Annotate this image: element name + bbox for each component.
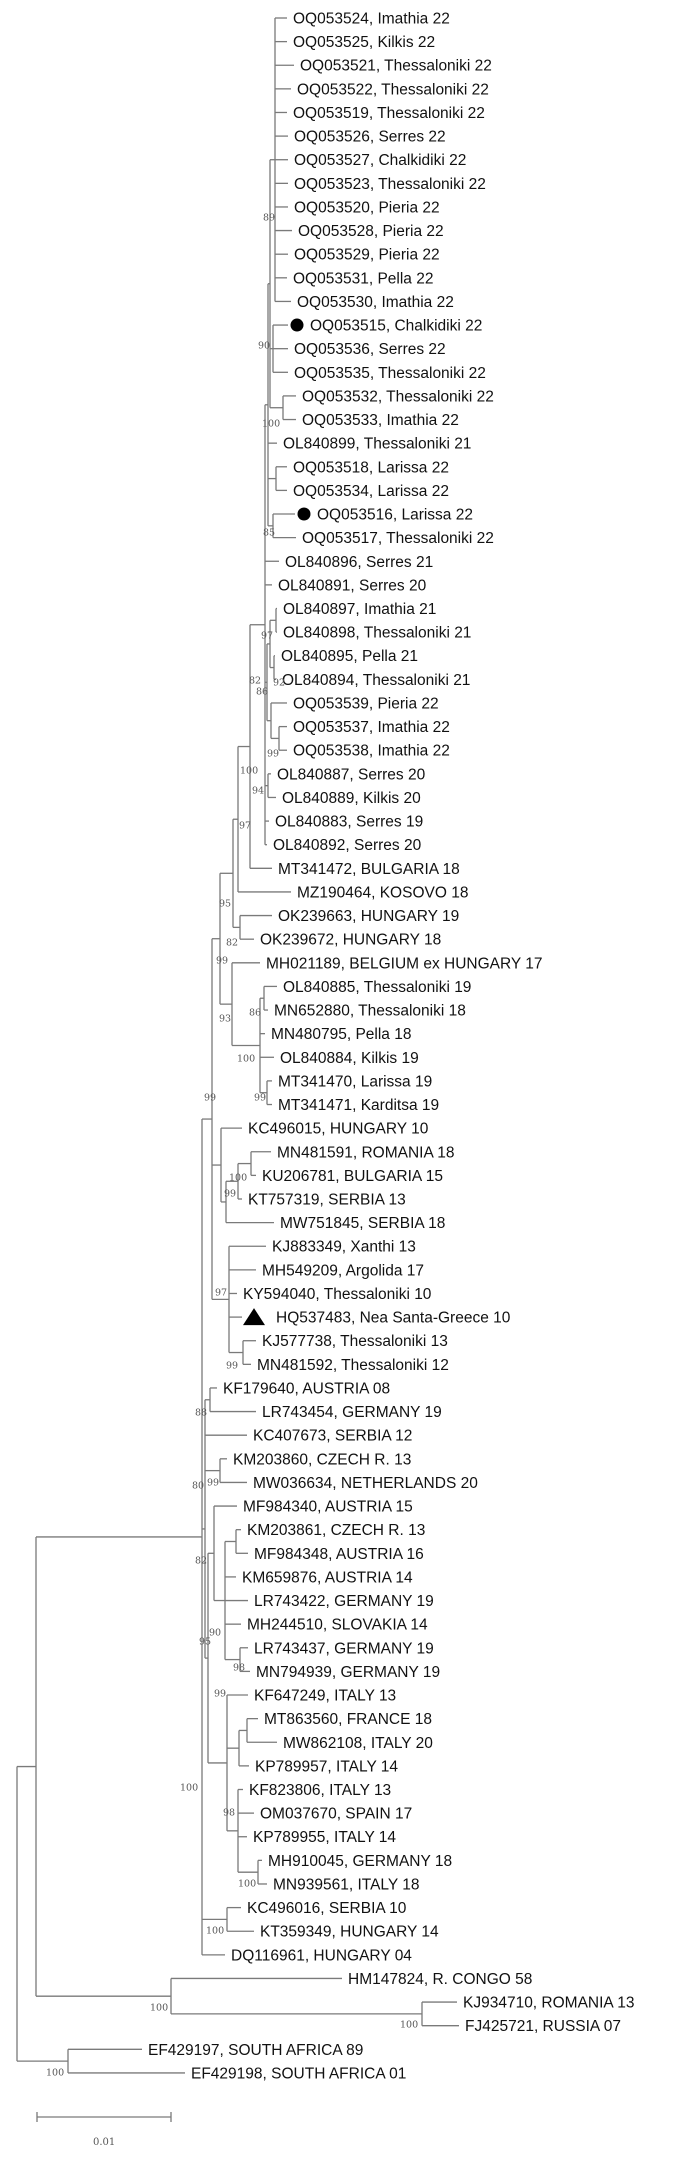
taxon-label: OQ053520, Pieria 22 bbox=[294, 199, 440, 217]
taxon-label: OL840897, Imathia 21 bbox=[283, 601, 437, 618]
taxon-label: OQ053517, Thessaloniki 22 bbox=[302, 530, 494, 548]
taxon-label: MH910045, GERMANY 18 bbox=[268, 1852, 453, 1870]
bootstrap-value: 97 bbox=[239, 820, 252, 832]
taxon-label: KC407673, SERBIA 12 bbox=[253, 1427, 413, 1445]
taxon-label: KC496015, HUNGARY 10 bbox=[248, 1120, 429, 1138]
taxon-label: MF984340, AUSTRIA 15 bbox=[243, 1498, 413, 1516]
bootstrap-value: 99 bbox=[204, 1092, 217, 1104]
filled-triangle-marker-icon bbox=[243, 1308, 265, 1325]
taxon-label: MN480795, Pella 18 bbox=[271, 1026, 412, 1044]
bootstrap-value: 90 bbox=[258, 340, 271, 352]
bootstrap-value: 99 bbox=[216, 955, 229, 967]
taxon-label: KU206781, BULGARIA 15 bbox=[262, 1167, 443, 1185]
taxon-label: MT341470, Larissa 19 bbox=[278, 1073, 433, 1091]
bootstrap-value: 92 bbox=[273, 677, 286, 689]
bootstrap-value: 98 bbox=[233, 1662, 246, 1674]
bootstrap-value: 98 bbox=[223, 1807, 236, 1819]
taxon-label: MH244510, SLOVAKIA 14 bbox=[247, 1616, 428, 1634]
taxon-label: MT863560, FRANCE 18 bbox=[264, 1711, 432, 1729]
bootstrap-value: 100 bbox=[237, 1053, 256, 1065]
taxon-label: OL840889, Kilkis 20 bbox=[282, 789, 421, 807]
taxon-label: OL840896, Serres 21 bbox=[285, 553, 434, 571]
taxon-label: MW751845, SERBIA 18 bbox=[280, 1215, 446, 1233]
taxon-label: OQ053536, Serres 22 bbox=[294, 341, 446, 359]
taxon-label: KY594040, Thessaloniki 10 bbox=[243, 1285, 432, 1303]
taxon-label: EF429197, SOUTH AFRICA 89 bbox=[148, 2041, 364, 2059]
taxon-label: OQ053516, Larissa 22 bbox=[317, 506, 473, 524]
bootstrap-value: 100 bbox=[400, 2019, 419, 2031]
bootstrap-value: 97 bbox=[261, 630, 274, 642]
taxon-label: LR743437, GERMANY 19 bbox=[254, 1640, 434, 1658]
taxon-label: OQ053525, Kilkis 22 bbox=[293, 34, 436, 52]
taxon-label: HM147824, R. CONGO 58 bbox=[348, 1970, 533, 1988]
taxon-label: KF179640, AUSTRIA 08 bbox=[223, 1380, 391, 1398]
taxon-label: KT359349, HUNGARY 14 bbox=[260, 1923, 439, 1941]
bootstrap-value: 99 bbox=[267, 748, 280, 760]
bootstrap-value: 86 bbox=[249, 1007, 262, 1019]
taxon-label: OQ053515, Chalkidiki 22 bbox=[310, 317, 483, 335]
scale-bar-label: 0.01 bbox=[93, 2137, 116, 2148]
taxon-label: OQ053531, Pella 22 bbox=[293, 270, 434, 288]
taxon-label: MT341472, BULGARIA 18 bbox=[278, 860, 460, 878]
taxon-label: OQ053535, Thessaloniki 22 bbox=[294, 364, 486, 382]
bootstrap-value: 82 bbox=[249, 675, 262, 687]
bootstrap-value: 86 bbox=[256, 686, 269, 698]
taxon-label: MN652880, Thessaloniki 18 bbox=[274, 1002, 466, 1020]
taxon-label: KP789955, ITALY 14 bbox=[253, 1829, 397, 1847]
taxon-label: MN481591, ROMANIA 18 bbox=[277, 1144, 455, 1162]
taxon-label: OM037670, SPAIN 17 bbox=[260, 1805, 413, 1823]
bootstrap-value: 80 bbox=[192, 1480, 205, 1492]
taxon-label: OQ053518, Larissa 22 bbox=[293, 459, 449, 477]
bootstrap-value: 97 bbox=[215, 1287, 228, 1299]
taxon-label: KJ934710, ROMANIA 13 bbox=[463, 1994, 635, 2012]
taxon-label: KT757319, SERBIA 13 bbox=[248, 1191, 406, 1209]
bootstrap-value: 93 bbox=[219, 1013, 232, 1025]
taxon-label: OQ053526, Serres 22 bbox=[294, 128, 446, 146]
leaf-labels bbox=[148, 11, 634, 2083]
bootstrap-value: 99 bbox=[254, 1092, 267, 1104]
taxon-label: LR743454, GERMANY 19 bbox=[262, 1404, 442, 1422]
bootstrap-value: 100 bbox=[46, 2067, 65, 2079]
bootstrap-value: 89 bbox=[263, 212, 276, 224]
taxon-label: OK239663, HUNGARY 19 bbox=[278, 908, 460, 926]
bootstrap-value: 99 bbox=[207, 1477, 220, 1489]
taxon-label: MN939561, ITALY 18 bbox=[273, 1876, 420, 1894]
taxon-label: OL840899, Thessaloniki 21 bbox=[283, 435, 472, 453]
bootstrap-value: 95 bbox=[199, 1636, 212, 1648]
bootstrap-value: 88 bbox=[195, 1407, 208, 1419]
bootstrap-value: 100 bbox=[238, 1878, 257, 1890]
taxon-label: MW036634, NETHERLANDS 20 bbox=[253, 1474, 478, 1492]
taxon-label: KJ577738, Thessaloniki 13 bbox=[262, 1333, 448, 1351]
taxon-label: KC496016, SERBIA 10 bbox=[247, 1900, 407, 1918]
taxon-label: OL840884, Kilkis 19 bbox=[280, 1049, 419, 1067]
taxon-label: MN794939, GERMANY 19 bbox=[256, 1663, 441, 1681]
bootstrap-value: 99 bbox=[224, 1188, 237, 1200]
taxon-label: KP789957, ITALY 14 bbox=[255, 1758, 399, 1776]
taxon-label: OQ053528, Pieria 22 bbox=[298, 223, 444, 241]
taxon-label: OQ053519, Thessaloniki 22 bbox=[293, 104, 485, 122]
bootstrap-value: 95 bbox=[219, 898, 232, 910]
taxon-label: LR743422, GERMANY 19 bbox=[254, 1593, 434, 1611]
filled-circle-marker-icon bbox=[291, 319, 304, 332]
taxon-label: OL840887, Serres 20 bbox=[277, 766, 426, 784]
taxon-label: KM203860, CZECH R. 13 bbox=[233, 1451, 412, 1469]
taxon-label: OQ053521, Thessaloniki 22 bbox=[300, 57, 492, 75]
taxon-label: KM203861, CZECH R. 13 bbox=[247, 1522, 426, 1540]
bootstrap-value: 94 bbox=[252, 785, 265, 797]
taxon-label: OQ053524, Imathia 22 bbox=[293, 10, 450, 28]
taxon-label: KF823806, ITALY 13 bbox=[249, 1782, 392, 1799]
taxon-label: MN481592, Thessaloniki 12 bbox=[257, 1356, 449, 1374]
taxon-label: OQ053532, Thessaloniki 22 bbox=[302, 388, 494, 406]
taxon-label: MT341471, Karditsa 19 bbox=[278, 1097, 440, 1115]
bootstrap-value: 82 bbox=[195, 1555, 208, 1567]
taxon-label: MH021189, BELGIUM ex HUNGARY 17 bbox=[266, 955, 543, 973]
taxon-label: OQ053523, Thessaloniki 22 bbox=[294, 175, 486, 193]
taxon-label: DQ116961, HUNGARY 04 bbox=[231, 1947, 412, 1965]
taxon-label: KF647249, ITALY 13 bbox=[254, 1687, 397, 1705]
bootstrap-value: 99 bbox=[214, 1688, 227, 1700]
taxon-label: OL840885, Thessaloniki 19 bbox=[283, 978, 472, 996]
taxon-label: OQ053530, Imathia 22 bbox=[297, 293, 454, 311]
bootstrap-value: 100 bbox=[206, 1925, 225, 1937]
taxon-label: OQ053527, Chalkidiki 22 bbox=[294, 152, 467, 170]
bootstrap-value: 99 bbox=[226, 1360, 239, 1372]
taxon-label: OQ053522, Thessaloniki 22 bbox=[297, 81, 489, 99]
taxon-label: OL840883, Serres 19 bbox=[275, 813, 424, 831]
taxon-label: EF429198, SOUTH AFRICA 01 bbox=[191, 2065, 407, 2083]
bootstrap-value: 85 bbox=[263, 527, 276, 539]
taxon-label: OQ053529, Pieria 22 bbox=[294, 246, 440, 264]
taxon-label: MZ190464, KOSOVO 18 bbox=[297, 884, 469, 902]
taxon-label: OQ053534, Larissa 22 bbox=[293, 482, 449, 500]
bootstrap-value: 100 bbox=[180, 1782, 199, 1794]
taxon-label: FJ425721, RUSSIA 07 bbox=[465, 2018, 621, 2036]
taxon-label: OQ053537, Imathia 22 bbox=[293, 719, 450, 737]
bootstrap-value: 90 bbox=[209, 1627, 222, 1639]
taxon-label: OQ053533, Imathia 22 bbox=[302, 412, 459, 430]
bootstrap-value: 100 bbox=[262, 418, 281, 430]
taxon-label: MW862108, ITALY 20 bbox=[283, 1734, 433, 1752]
taxon-label: OL840891, Serres 20 bbox=[278, 577, 427, 595]
taxon-label: HQ537483, Nea Santa-Greece 10 bbox=[276, 1309, 511, 1327]
taxon-label: OQ053538, Imathia 22 bbox=[293, 742, 450, 760]
bootstrap-value: 100 bbox=[240, 765, 259, 777]
filled-circle-marker-icon bbox=[298, 508, 311, 521]
taxon-label: MH549209, Argolida 17 bbox=[262, 1262, 425, 1280]
bootstrap-value: 100 bbox=[150, 2002, 169, 2014]
taxon-label: OQ053539, Pieria 22 bbox=[293, 695, 439, 713]
scale-bar bbox=[37, 2112, 171, 2148]
bootstrap-value: 82 bbox=[226, 937, 239, 949]
bootstrap-value: 100 bbox=[229, 1172, 248, 1184]
taxon-label: OL840895, Pella 21 bbox=[281, 648, 419, 666]
taxon-label: KM659876, AUSTRIA 14 bbox=[242, 1569, 413, 1587]
taxon-label: OL840898, Thessaloniki 21 bbox=[283, 624, 472, 642]
taxon-label: OL840894, Thessaloniki 21 bbox=[282, 671, 471, 689]
taxon-label: OK239672, HUNGARY 18 bbox=[260, 931, 442, 949]
taxon-label: KJ883349, Xanthi 13 bbox=[272, 1238, 416, 1256]
taxon-label: MF984348, AUSTRIA 16 bbox=[254, 1545, 424, 1563]
taxon-label: OL840892, Serres 20 bbox=[273, 837, 422, 855]
